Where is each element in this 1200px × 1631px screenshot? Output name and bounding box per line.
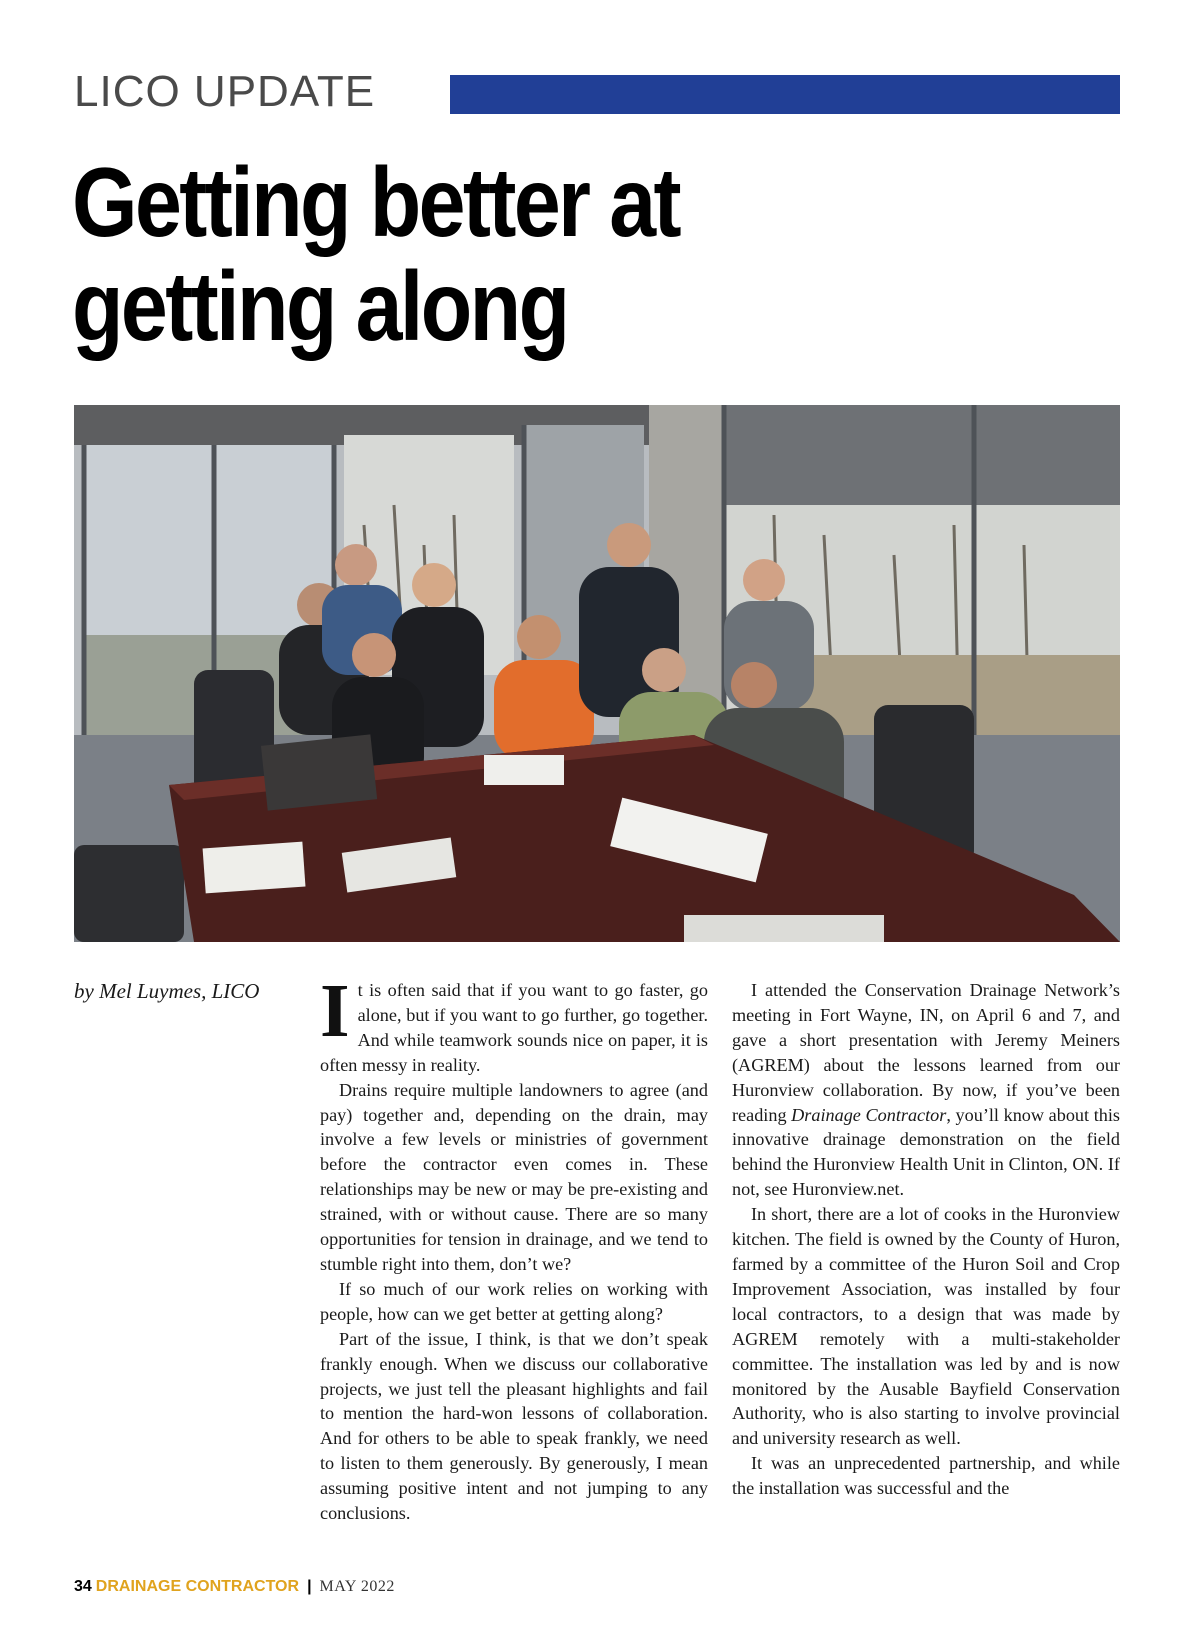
paragraph-text: I attended the Conservation Drainage Network’s meeting in Fort Wayne, IN, on April 6 and 7, and gave a short presentation with Jeremy Meiners (AGREM) about the lessons learned from our Huronview collaboration. By now, if you’ve been reading [732,980,1120,1125]
issue-date: MAY 2022 [319,1578,395,1595]
headline-line-2: getting along [72,251,568,361]
paragraph [732,978,1120,1202]
paragraph [320,969,708,1078]
page-footer [74,1577,395,1597]
paragraph: In short, there are a lot of cooks in the Huronview kitchen. The field is owned by the County of Huron, farmed by a committee of the Huron Soil and Crop Improvement Association, was installed by four local contractors, to a design that was made by AGREM remotely with a multi-stakeholder committee. The installation was led by and is now monitored by the Ausable Bayfield Conservation Authority, who is also starting to involve provincial and university research as well. [732,1204,1120,1449]
section-color-bar [450,75,1120,114]
paragraph: Part of the issue, I think, is that we don’t speak frankly enough. When we discuss our collaborative projects, we just tell the pleasant highlights and fail to mention the hard-won lessons of collaboration. And for others to be able to speak frankly, we need to listen to them generously. By generously, I mean assuming positive intent and not jumping to any conclusions. [320,1328,708,1524]
magazine-name: DRAINAGE CONTRACTOR [95,1578,300,1595]
drop-cap: I [320,969,350,1053]
byline: by Mel Luymes, LICO [74,979,260,1003]
section-header [74,66,1120,118]
paragraph: Drains require multiple landowners to agree (and pay) together and, depending on the drain, may involve a few levels or ministries of government before the contractor even comes in. These relationships may be new or may be pre-existing and strained, with or without cause. There are so many opportunities for tension in drainage, and we tend to stumble right into them, don’t we? [320,1079,708,1274]
paragraph: If so much of our work relies on working with people, how can we get better at getting along? [320,1278,708,1324]
publication-title: Drainage Contractor [791,1104,947,1125]
paragraph-text: t is often said that if you want to go faster, go alone, but if you want to go further, go together. And while teamwork sounds nice on paper, it is often messy in reality. [320,980,708,1075]
article-column-1 [320,969,708,1526]
footer-separator: | [307,1578,312,1595]
article-photo [74,405,1120,942]
section-label: LICO UPDATE [74,67,376,116]
article-column-2 [732,978,1120,1501]
page-number: 34 [74,1578,92,1595]
article-headline [72,147,932,361]
paragraph-text: , you’ll know about this innovative drainage demonstration on the field behind the Huronview Health Unit in Clinton, ON. If not, see Huronview.net. [732,1104,1120,1200]
paragraph: It was an unprecedented partnership, and while the installation was successful and the [732,1453,1120,1499]
headline-line-1: Getting better at [72,147,680,257]
meeting-photo-illustration [74,405,1120,942]
